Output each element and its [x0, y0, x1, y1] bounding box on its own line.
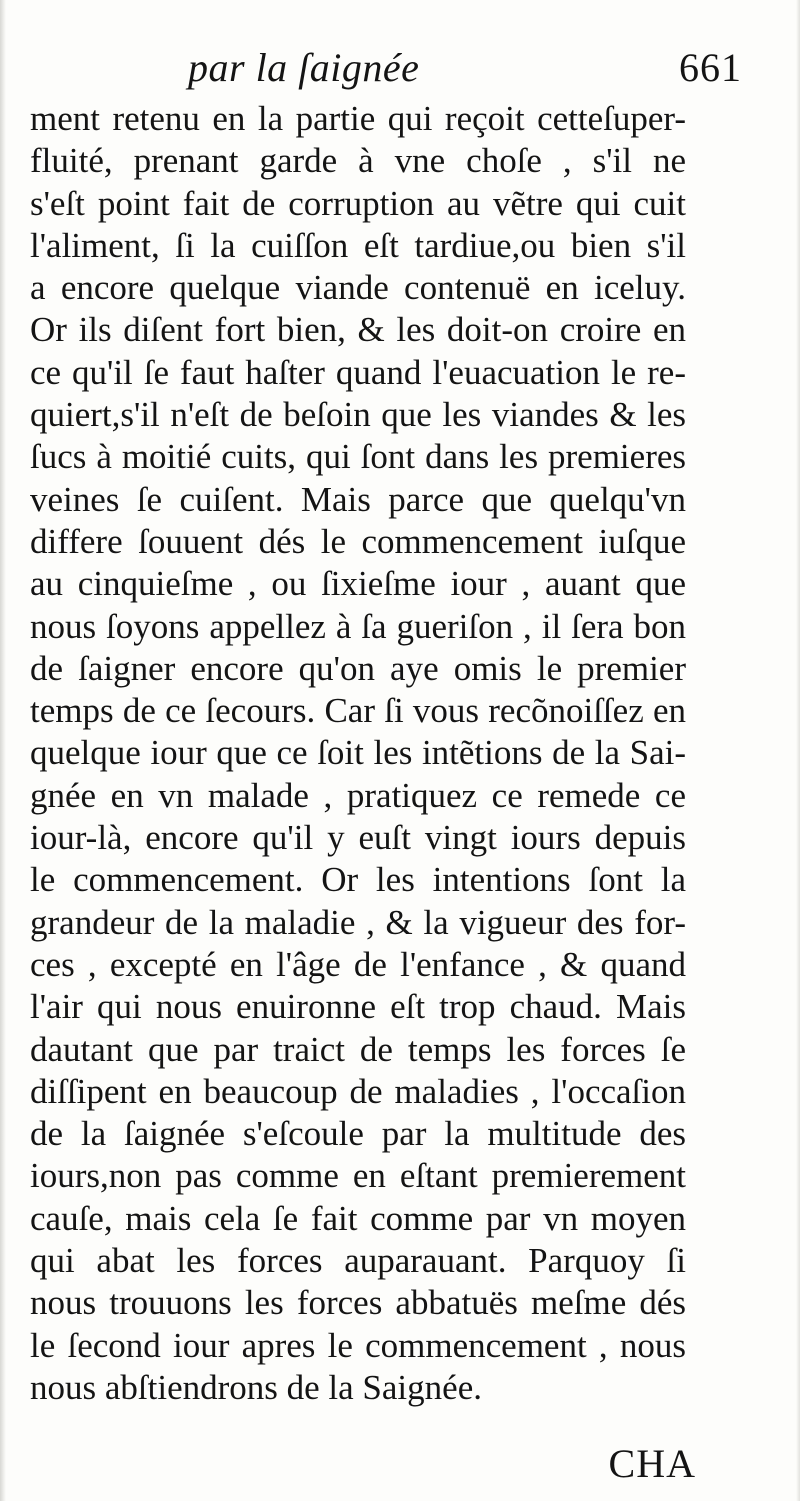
text-line: gnée en vn malade , pratiquez ce remede ce — [30, 775, 686, 815]
text-line: le ſecond iour apres le commencement , nous — [30, 1325, 686, 1365]
page-edge-left — [0, 0, 6, 1501]
text-line: l'aliment, ſi la cuiſſon eſt tardiue,ou bien s'il — [30, 225, 686, 265]
page-edge-right — [796, 0, 800, 1501]
text-line: de ſaigner encore qu'on aye omis le premier — [30, 648, 686, 688]
text-line: de la ſaignée s'eſcoule par la multitude des — [30, 1114, 686, 1154]
text-line: le commencement. Or les intentions ſont la — [30, 860, 686, 900]
text-line: veines ſe cuiſent. Mais parce que quelqu'vn — [30, 479, 686, 519]
page-number: 661 — [679, 45, 742, 90]
text-line: temps de ce ſecours. Car ſi vous recõnoiſſez en — [30, 691, 686, 731]
body-text — [30, 98, 686, 1409]
text-line: Or ils diſent fort bien, & les doit-on croire en — [30, 310, 686, 350]
text-line: quiert,s'il n'eſt de beſoin que les viandes & les — [30, 395, 686, 435]
text-line: ce qu'il ſe faut haſter quand l'euacuation le re- — [30, 352, 686, 392]
text-line: iours,non pas comme en eſtant premierement — [30, 1156, 686, 1196]
text-line: iour-là, encore qu'il y euſt vingt iours depuis — [30, 818, 686, 858]
text-line: dautant que par traict de temps les forces ſe — [30, 1029, 686, 1069]
text-line: ces , excepté en l'âge de l'enfance , & quand — [30, 944, 686, 984]
catchword: CHA — [608, 1441, 696, 1486]
text-line: nous trouuons les forces abbatuës meſme dés — [30, 1283, 686, 1323]
text-line: fluité, prenant garde à vne choſe , s'il ne — [30, 141, 686, 181]
text-line: grandeur de la maladie , & la vigueur des for- — [30, 902, 686, 942]
text-line: a encore quelque viande contenuë en iceluy. — [30, 268, 686, 308]
text-line: quelque iour que ce ſoit les intẽtions de la Sai- — [30, 733, 686, 773]
text-line: l'air qui nous enuironne eſt trop chaud. Mais — [30, 987, 686, 1027]
text-line: nous abſtiendrons de la Saignée. — [30, 1367, 482, 1407]
text-line: ſucs à moitié cuits, qui ſont dans les premieres — [30, 437, 686, 477]
text-line: differe ſouuent dés le commencement iuſque — [30, 521, 686, 561]
text-line: qui abat les forces auparauant. Parquoy ſi — [30, 1241, 686, 1281]
text-line: s'eſt point fait de corruption au vẽtre qui cuit — [30, 183, 686, 223]
text-line: diſſipent en beaucoup de maladies , l'occaſion — [30, 1071, 686, 1111]
text-line: ment retenu en la partie qui reçoit cetteſuper- — [30, 99, 686, 138]
text-line: au cinquieſme , ou ſixieſme iour , auant que — [30, 564, 686, 604]
page-header — [30, 42, 770, 98]
text-line: cauſe, mais cela ſe fait comme par vn moyen — [30, 1198, 686, 1238]
running-head: par la ſaignée — [188, 45, 420, 90]
text-line: nous ſoyons appellez à ſa gueriſon , il ſera bon — [30, 606, 686, 646]
